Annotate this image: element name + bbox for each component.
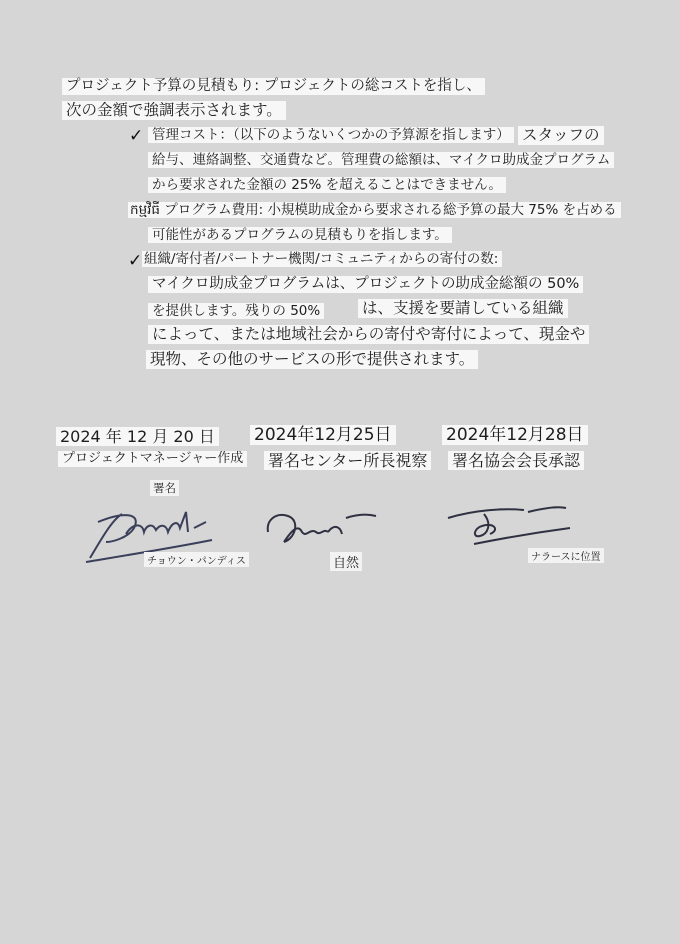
donation-heading: 組織/寄付者/パートナー機関/コミュニティからの寄付の数: [142, 251, 502, 267]
signature-name-1: チョウン・パンディス [144, 552, 249, 567]
intro-line-1: プロジェクト予算の見積もり: プロジェクトの総コストを指し、 [62, 78, 485, 95]
signature-role-2: 署名センター所長視察 [264, 451, 431, 470]
signature-image-3 [444, 500, 574, 550]
signature-date-3: 2024年12月28日 [442, 425, 588, 445]
signature-image-2 [262, 502, 382, 552]
admin-cost-label: 管理コスト：（以下のようないくつかの予算源を指します） [148, 127, 514, 143]
checkmark-icon: ✓ [128, 251, 143, 271]
signature-role-3: 署名協会会長承認 [448, 451, 584, 470]
signature-name-3: ナラースに位置 [528, 548, 604, 563]
donation-line-2: を提供します。残りの 50% [148, 300, 324, 319]
donation-line-3: によって、または地域社会からの寄付や寄付によって、現金や [148, 325, 589, 344]
checkmark-icon: ✓ [129, 126, 144, 146]
signature-date-2: 2024年12月25日 [250, 425, 396, 445]
signature-role-1: プロジェクトマネージャー作成 [58, 450, 247, 467]
signature-name-2: 自然 [330, 552, 362, 571]
admin-cost-tail: スタッフの [518, 126, 604, 145]
admin-cost-line-3: から要求された金額の 25% を超えることはできません。 [148, 177, 506, 193]
signature-caption-1: 署名 [150, 480, 179, 496]
intro-line-2: 次の金額で強調表示されます。 [62, 101, 286, 120]
khmer-prefix: កម្មវិធី [130, 202, 160, 218]
program-cost-line-1: កម្មវិធី プログラム費用: 小規模助成金から要求される総予算の最大 75% を占める [128, 202, 621, 218]
program-cost-line-2: 可能性があるプログラムの見積もりを指します。 [148, 227, 452, 243]
donation-line-2b: は、支援を要請している組織 [358, 299, 568, 318]
donation-line-1: マイクロ助成金プログラムは、プロジェクトの助成金総額の 50% [148, 276, 583, 293]
admin-cost-line-2: 給与、連絡調整、交通費など。管理費の総額は、マイクロ助成金プログラム [148, 152, 614, 168]
signature-date-1: 2024 年 12 月 20 日 [56, 427, 219, 446]
donation-line-4: 現物、その他のサービスの形で提供されます。 [146, 350, 478, 369]
